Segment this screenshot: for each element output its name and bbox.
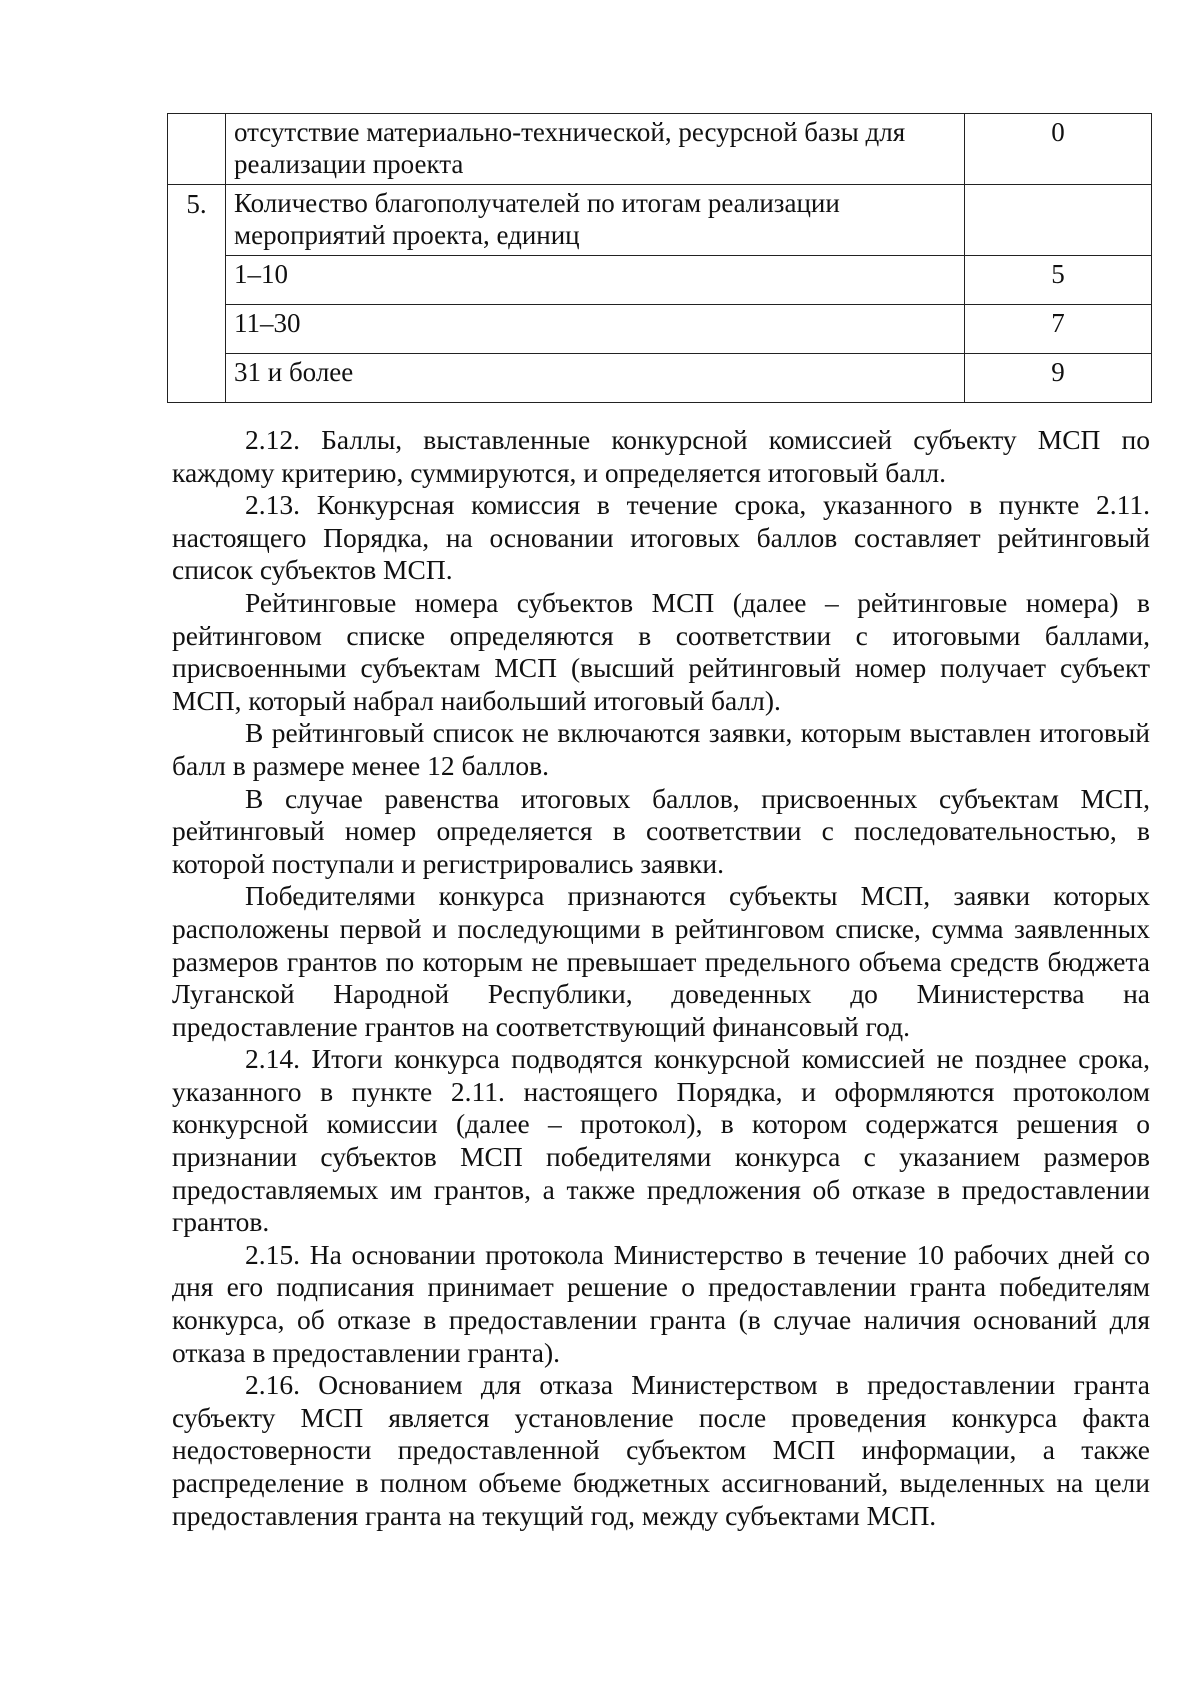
table-row — [168, 256, 1152, 305]
criterion-text: отсутствие материально-технической, ресурсной базы для реализации проекта — [226, 114, 965, 185]
criteria-table — [167, 113, 1152, 403]
table-row — [168, 185, 1152, 256]
row-number: 5. — [168, 185, 226, 403]
criterion-text: 1–10 — [226, 256, 965, 305]
paragraph-2-12: 2.12. Баллы, выставленные конкурсной комиссией субъекту МСП по каждому критерию, суммируются, и определяется итоговый балл. — [172, 424, 1150, 488]
paragraph-2-15: 2.15. На основании протокола Министерство в течение 10 рабочих дней со дня его подписания принимает решение о предоставлении гранта победителям конкурса, об отказе в предоставлении гранта (в случае наличия оснований для отказа в предоставлении гранта). — [172, 1238, 1150, 1368]
score-value: 7 — [965, 305, 1152, 354]
paragraph-excluded-applications: В рейтинговый список не включаются заявки, которым выставлен итоговый балл в размере менее 12 баллов. — [172, 717, 1150, 781]
paragraph-winners: Победителями конкурса признаются субъекты МСП, заявки которых расположены первой и последующими в рейтинговом списке, сумма заявленных размеров грантов по которым не превышает предельного объема средств бюджета Луганской Народной Республики, доведенных до Министерства на предоставление грантов на соответствующий финансовый год. — [172, 880, 1150, 1042]
score-value: 0 — [965, 114, 1152, 185]
paragraph-2-16: 2.16. Основанием для отказа Министерством в предоставлении гранта субъекту МСП является установление после проведения конкурса факта недостоверности предоставленной субъектом МСП информации, а также распределение в полном объеме бюджетных ассигнований, выделенных на цели предоставления гранта на текущий год, между субъектами МСП. — [172, 1369, 1150, 1531]
row-number — [168, 114, 226, 185]
paragraph-rating-numbers: Рейтинговые номера субъектов МСП (далее – рейтинговые номера) в рейтинговом списке определяются в соответствии с итоговыми баллами, присвоенными субъектам МСП (высший рейтинговый номер получает субъект МСП, который набрал наибольший итоговый балл). — [172, 586, 1150, 716]
document-body — [172, 424, 1150, 1532]
table-row — [168, 305, 1152, 354]
criterion-text: 11–30 — [226, 305, 965, 354]
paragraph-equal-scores: В случае равенства итоговых баллов, присвоенных субъектам МСП, рейтинговый номер определяется в соответствии с последовательностью, в которой поступали и регистрировались заявки. — [172, 782, 1150, 879]
score-value: 5 — [965, 256, 1152, 305]
criterion-text: 31 и более — [226, 354, 965, 403]
criterion-text: Количество благополучателей по итогам реализации мероприятий проекта, единиц — [226, 185, 965, 256]
table-row — [168, 114, 1152, 185]
paragraph-2-14: 2.14. Итоги конкурса подводятся конкурсной комиссией не позднее срока, указанного в пункте 2.11. настоящего Порядка, и оформляются протоколом конкурсной комиссии (далее – протокол), в котором содержатся решения о признании субъектов МСП победителями конкурса с указанием размеров предоставляемых им грантов, а также предложения об отказе в предоставлении грантов. — [172, 1043, 1150, 1238]
table-row — [168, 354, 1152, 403]
score-value: 9 — [965, 354, 1152, 403]
score-value — [965, 185, 1152, 256]
paragraph-2-13: 2.13. Конкурсная комиссия в течение срока, указанного в пункте 2.11. настоящего Порядка, на основании итоговых баллов составляет рейтинговый список субъектов МСП. — [172, 489, 1150, 586]
